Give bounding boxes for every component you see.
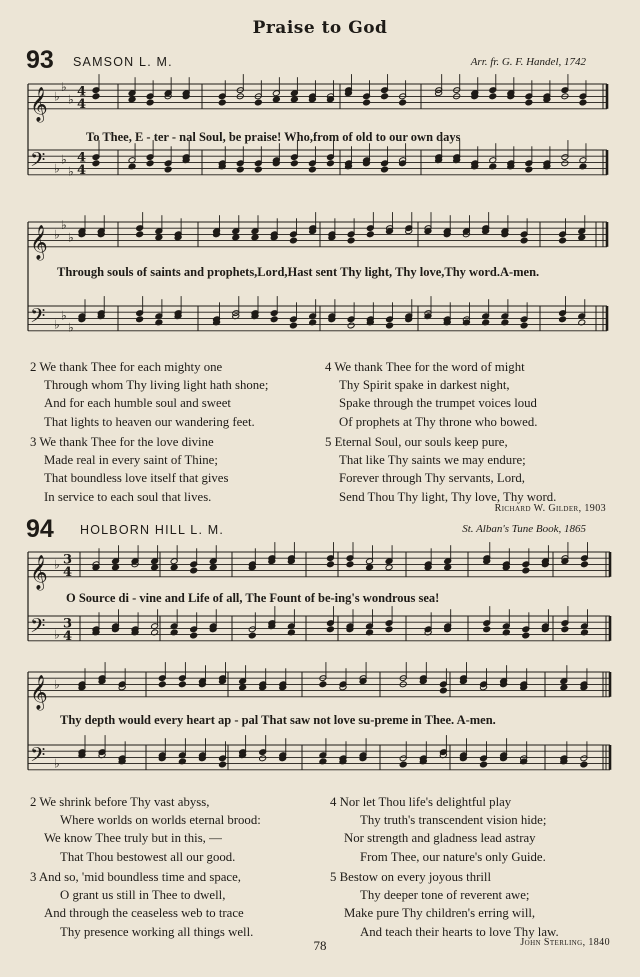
verse-line: And teach their hearts to love Thy law. (360, 924, 559, 939)
verse-line: That boundless love itself that gives (44, 471, 229, 486)
verse-line: Spake through the trumpet voices loud (339, 396, 537, 411)
bass-clef-icon: 𝄢 (30, 303, 46, 332)
verse-line: Where worlds on worlds eternal brood: (60, 813, 261, 828)
verse-line: Thy presence working all things well. (60, 924, 254, 939)
verse-line: In service to each soul that lives. (44, 489, 212, 504)
verse-line: And so, 'mid boundless time and space, (38, 870, 241, 884)
page-number: 78 (313, 938, 327, 953)
flat-sign-icon: ♭ (68, 230, 74, 245)
flat-sign-icon: ♭ (61, 80, 67, 95)
verse-line: Send Thou Thy light, Thy love, Thy word. (339, 489, 557, 504)
flat-sign-icon: ♭ (54, 161, 60, 176)
verse-line: Thy deeper tone of reverent awe; (360, 888, 530, 903)
hymn-number-93: 93 (26, 46, 54, 74)
time-signature-top: 3 (63, 552, 73, 568)
flat-sign-icon: ♭ (68, 92, 74, 107)
flat-sign-icon: ♭ (68, 320, 74, 335)
treble-clef-icon: 𝄞 (30, 554, 48, 590)
tune-name-samson: SAMSON L. M. (73, 55, 173, 69)
treble-clef-icon: 𝄞 (30, 674, 48, 710)
flat-sign-icon: ♭ (61, 218, 67, 233)
arranger-credit: Arr. fr. G. F. Handel, 1742 (470, 56, 586, 68)
hymn-number-94: 94 (26, 515, 54, 543)
source-credit: St. Alban's Tune Book, 1865 (462, 523, 586, 535)
treble-clef-icon: 𝄞 (30, 86, 48, 122)
section-title: Praise to God (252, 18, 388, 38)
flat-sign-icon: ♭ (54, 627, 60, 642)
flat-sign-icon: ♭ (61, 308, 67, 323)
verse-number: 5 (330, 870, 337, 884)
time-signature-bottom: 4 (77, 162, 87, 178)
verse-line: Bestow on every joyous thrill (339, 870, 492, 884)
author-credit: Richard W. Gilder, 1903 (494, 503, 606, 514)
verse-number: 2 (30, 795, 37, 809)
verse-line: That lights to heaven our wandering feet. (44, 414, 255, 429)
author-credit: John Sterling, 1840 (520, 937, 610, 948)
notehead (439, 687, 447, 694)
verse-line: And for each humble soul and sweet (44, 396, 231, 411)
verse-line: We shrink before Thy vast abyss, (39, 795, 210, 809)
notehead (480, 761, 488, 768)
verse-line: We thank Thee for the love divine (39, 435, 214, 449)
verse-line: Nor strength and gladness lead astray (344, 831, 536, 846)
verse-line: We thank Thee for the word of might (334, 360, 525, 374)
time-signature-top: 4 (77, 150, 87, 166)
verse-line: Eternal Soul, our souls keep pure, (334, 435, 508, 449)
notehead (399, 761, 407, 768)
verse-line: Thy Spirit spake in darkest night, (339, 378, 510, 393)
verse-line: Nor let Thou life's delightful play (339, 795, 512, 809)
notehead (259, 755, 267, 762)
lyric-line: O Source di - vine and Life of all, The Fount of be-ing's wondrous sea! (66, 591, 440, 605)
time-signature-bottom: 4 (63, 564, 73, 580)
flat-sign-icon: ♭ (61, 152, 67, 167)
lyric-line: Thy depth would every heart ap - pal That saw not love su-preme in Thee. A-men. (60, 713, 496, 727)
verse-line: Forever through Thy servants, Lord, (339, 471, 525, 486)
verse-line: That Thou bestowest all our good. (60, 849, 236, 864)
verse-number: 3 (30, 870, 37, 884)
verse-line: Of prophets at Thy throne who bowed. (339, 414, 538, 429)
flat-sign-icon: ♭ (54, 756, 60, 771)
verse-3 (30, 868, 253, 941)
notehead (239, 684, 247, 691)
verse-line: We thank Thee for each mighty one (39, 360, 223, 374)
verse-number: 4 (330, 795, 337, 809)
verse-line: O grant us still in Thee to dwell, (60, 888, 226, 903)
flat-sign-icon: ♭ (54, 557, 60, 572)
flat-sign-icon: ♭ (54, 89, 60, 104)
verse-number: 5 (325, 435, 332, 449)
flat-sign-icon: ♭ (68, 164, 74, 179)
verse-number: 3 (30, 435, 37, 449)
time-signature-top: 4 (77, 84, 87, 100)
verse-line: Through whom Thy living light hath shone; (44, 378, 269, 393)
time-signature-top: 3 (63, 616, 73, 632)
notehead (219, 761, 227, 768)
lyric-line: To Thee, E - ter - nal Soul, be praise! Who,from of old to our own days (86, 130, 461, 144)
tune-name-holborn-hill: HOLBORN HILL L. M. (80, 523, 225, 537)
verse-number: 2 (30, 360, 37, 374)
verse-line: And through the ceaseless web to trace (44, 906, 244, 921)
flat-sign-icon: ♭ (54, 317, 60, 332)
flat-sign-icon: ♭ (54, 677, 60, 692)
flat-sign-icon: ♭ (54, 227, 60, 242)
bass-clef-icon: 𝄢 (30, 742, 46, 771)
notehead (560, 684, 568, 691)
verse-5 (330, 868, 559, 941)
time-signature-bottom: 4 (63, 628, 73, 644)
lyric-line: Through souls of saints and prophets,Lord,Hast sent Thy light, Thy love,Thy word.A-men. (57, 265, 540, 279)
verse-line: We know Thee truly but in this, — (44, 831, 222, 846)
bass-clef-icon: 𝄢 (30, 613, 46, 642)
bass-clef-icon: 𝄢 (30, 147, 46, 176)
verse-4 (330, 793, 546, 866)
notehead (319, 681, 327, 688)
verse-line: That like Thy saints we may endure; (339, 453, 526, 468)
verse-line: Made real in every saint of Thine; (44, 453, 218, 468)
verse-number: 4 (325, 360, 332, 374)
verse-line: Thy truth's transcendent vision hide; (360, 813, 547, 828)
notehead (178, 681, 186, 688)
notehead (158, 681, 166, 688)
treble-clef-icon: 𝄞 (30, 224, 48, 260)
verse-2 (30, 793, 261, 866)
verse-line: From Thee, our nature's only Guide. (360, 849, 546, 864)
verse-line: Make pure Thy children's erring will, (344, 906, 536, 921)
time-signature-bottom: 4 (77, 96, 87, 112)
notehead (580, 761, 588, 768)
